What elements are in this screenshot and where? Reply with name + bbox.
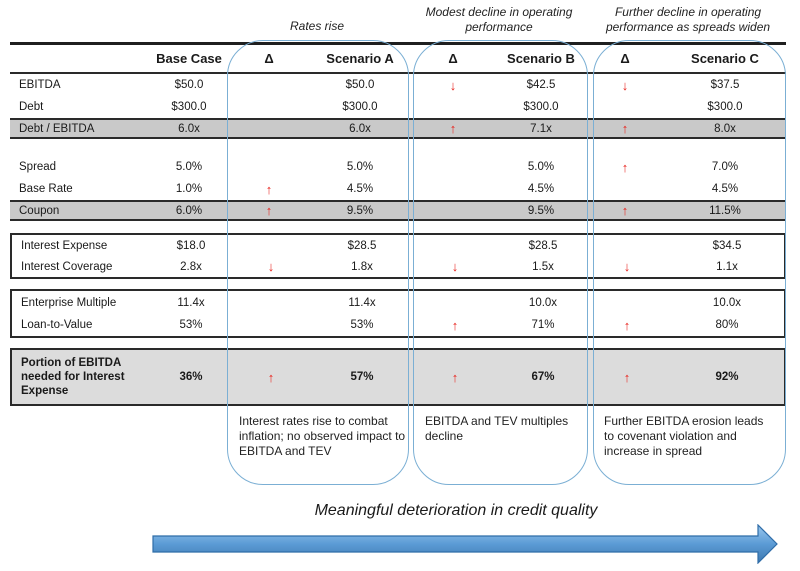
- scenario-b-value: 10.0x: [528, 296, 558, 309]
- delta-up-icon: ↑: [265, 203, 273, 218]
- scenario-a-value: 9.5%: [346, 204, 374, 217]
- scenario-b-value: $300.0: [523, 101, 559, 113]
- delta-up-icon: ↑: [451, 369, 459, 385]
- header-delta-c: Δ: [620, 51, 630, 66]
- table-section-interest: [10, 233, 786, 279]
- table-row: [12, 256, 784, 277]
- row-label: Portion of EBITDA needed for Interest Expense: [21, 357, 125, 397]
- row-label: Loan-to-Value: [21, 319, 93, 331]
- scenario-a-value: 4.5%: [346, 183, 374, 195]
- scenario-c-top-label: Further decline in operating performance as spreads widen: [605, 5, 771, 34]
- scenario-c-value: 7.0%: [711, 161, 739, 173]
- row-label: Debt: [19, 101, 44, 113]
- table-row: [10, 156, 786, 178]
- header-scenario-a: Scenario A: [326, 51, 394, 66]
- scenario-b-value: 9.5%: [527, 204, 555, 217]
- base-value: 1.0%: [175, 183, 203, 195]
- base-value: 11.4x: [177, 296, 205, 309]
- base-value: 2.8x: [180, 260, 202, 273]
- base-value: 6.0%: [175, 204, 203, 217]
- header-scenario-b: Scenario B: [507, 51, 575, 66]
- header-scenario-c: Scenario C: [691, 51, 759, 66]
- row-label: Enterprise Multiple: [21, 296, 117, 309]
- table-row-highlighted: [10, 118, 786, 139]
- scenario-a-value: $50.0: [345, 79, 375, 91]
- row-label: Interest Expense: [21, 239, 108, 252]
- delta-down-icon: ↓: [267, 259, 275, 274]
- scenario-c-value: $300.0: [707, 101, 743, 113]
- row-label: Spread: [19, 161, 57, 173]
- table-row-summary: [12, 350, 784, 404]
- scenario-c-value: 8.0x: [714, 122, 736, 135]
- scenario-c-value: 4.5%: [711, 183, 739, 195]
- base-value: $50.0: [174, 79, 204, 91]
- row-label: Base Rate: [19, 183, 73, 195]
- row-label: Coupon: [19, 204, 60, 217]
- delta-up-icon: ↑: [621, 159, 629, 175]
- delta-down-icon: ↓: [621, 77, 629, 93]
- scenario-c-value: $37.5: [710, 79, 740, 91]
- delta-up-icon: ↑: [623, 317, 631, 333]
- table-row-highlighted: [10, 200, 786, 221]
- scenario-a-value: 53%: [350, 319, 374, 331]
- base-value: 36%: [179, 371, 203, 383]
- header-base-case: Base Case: [156, 51, 222, 66]
- table-row: [12, 291, 784, 314]
- delta-up-icon: ↑: [267, 369, 275, 385]
- row-label: Debt / EBITDA: [19, 122, 95, 135]
- table-row: [12, 235, 784, 256]
- scenario-c-note: Further EBITDA erosion leads to covenant violation and increase in spread: [604, 414, 764, 458]
- scenario-b-top-label: Modest decline in operating performance: [425, 5, 573, 34]
- delta-up-icon: ↑: [449, 121, 457, 136]
- right-arrow-icon: [152, 524, 778, 564]
- scenario-a-note: Interest rates rise to combat inflation; no observed impact to EBITDA and TEV: [239, 414, 406, 458]
- scenario-a-value: 6.0x: [349, 122, 371, 135]
- row-label: EBITDA: [19, 79, 61, 91]
- scenario-b-value: $42.5: [526, 79, 556, 91]
- scenario-b-value: 67%: [531, 371, 555, 383]
- table-row: [12, 314, 784, 336]
- base-value: 6.0x: [178, 122, 200, 135]
- scenario-c-value: 1.1x: [716, 260, 738, 273]
- scenario-a-value: 11.4x: [348, 296, 376, 309]
- table-section-valuation: [10, 289, 786, 338]
- scenario-a-value: $28.5: [347, 239, 377, 252]
- scenario-b-value: 1.5x: [532, 260, 554, 273]
- scenario-a-value: $300.0: [342, 101, 378, 113]
- scenario-c-value: 10.0x: [712, 296, 742, 309]
- scenario-b-value: 5.0%: [527, 161, 555, 173]
- scenario-a-top-label: Rates rise: [289, 19, 345, 33]
- table-section-coupon: [10, 156, 786, 221]
- delta-up-icon: ↑: [621, 121, 629, 136]
- scenario-b-note: EBITDA and TEV multiples decline: [425, 414, 569, 443]
- header-delta-b: Δ: [448, 51, 458, 66]
- base-value: 53%: [179, 319, 203, 331]
- delta-up-icon: ↑: [621, 203, 629, 218]
- scenario-c-value: 11.5%: [709, 204, 741, 217]
- scenario-a-value: 57%: [350, 371, 374, 383]
- delta-down-icon: ↓: [449, 77, 457, 93]
- table-header-row: [10, 42, 786, 74]
- table-section-ebitda: [10, 42, 786, 139]
- table-section-summary: [10, 348, 786, 406]
- scenario-c-value: 92%: [715, 371, 739, 383]
- delta-down-icon: ↓: [451, 259, 459, 274]
- table-row: [10, 96, 786, 118]
- scenario-b-value: 71%: [531, 319, 555, 331]
- table-row: [10, 178, 786, 200]
- delta-down-icon: ↓: [623, 259, 631, 274]
- bottom-caption: Meaningful deterioration in credit quality: [314, 502, 598, 519]
- scenario-b-value: 4.5%: [527, 183, 555, 195]
- table-row: [10, 74, 786, 96]
- scenario-b-value: $28.5: [528, 239, 558, 252]
- delta-up-icon: ↑: [623, 369, 631, 385]
- base-value: $300.0: [171, 101, 207, 113]
- scenario-c-value: 80%: [715, 319, 739, 331]
- scenario-b-value: 7.1x: [530, 122, 552, 135]
- scenario-a-value: 1.8x: [351, 260, 373, 273]
- scenario-c-value: $34.5: [712, 239, 742, 252]
- delta-up-icon: ↑: [265, 181, 273, 197]
- row-label: Interest Coverage: [21, 260, 113, 273]
- base-value: 5.0%: [175, 161, 203, 173]
- base-value: $18.0: [176, 239, 206, 252]
- scenario-a-value: 5.0%: [346, 161, 374, 173]
- header-delta-a: Δ: [264, 51, 274, 66]
- delta-up-icon: ↑: [451, 317, 459, 333]
